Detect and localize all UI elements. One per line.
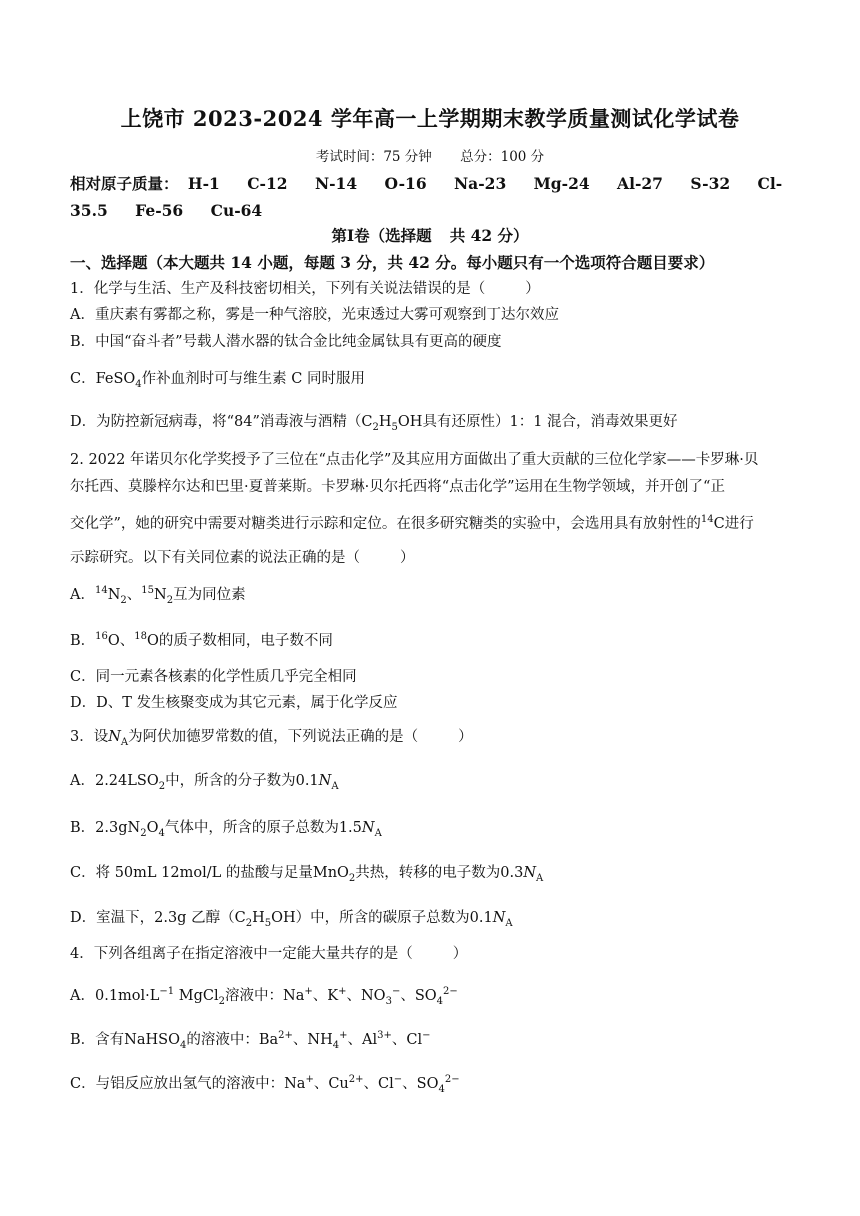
atomic-masses — [70, 170, 795, 224]
q4-b-text: 的溶液中： — [186, 1032, 259, 1048]
q4-stem — [70, 944, 795, 964]
atomic-mass-item: H-1 — [187, 174, 220, 193]
exam-time: 考试时间：75 分钟 — [315, 149, 432, 165]
volume-title: 第Ⅰ卷（选择题 — [331, 226, 432, 245]
atomic-mass-item: Fe-56 — [135, 201, 184, 220]
exam-info — [0, 145, 860, 165]
q2-option-d: D．D、T 发生核聚变成为其它元素，属于化学反应 — [70, 695, 398, 711]
atomic-mass-item: Cl-35.5 — [70, 174, 783, 220]
atomic-mass-item: Na-23 — [454, 174, 507, 193]
q1-option-b: B．中国“奋斗者”号载人潜水器的钛合金比纯金属钛具有更高的硬度 — [70, 334, 502, 350]
exam-score: 总分：100 分 — [460, 149, 545, 165]
question-1-stem — [70, 279, 795, 299]
q2-stem-end: ） — [400, 550, 415, 566]
exam-title: 上饶市 2023-2024 学年高一上学期期末教学质量测试化学试卷 — [120, 106, 740, 131]
atomic-mass-item: Mg-24 — [533, 174, 590, 193]
q4-a-label: A． — [70, 988, 95, 1004]
q3-a-start: A．2.24L — [70, 773, 137, 789]
atomic-mass-item: N-14 — [314, 174, 358, 193]
formula-feso4: FeSO$_4$ — [95, 371, 142, 390]
formula-ethanol: $C_2H_5OH$ — [361, 414, 423, 433]
q2-option-b — [70, 631, 795, 651]
atomic-mass-item: S-32 — [690, 174, 731, 193]
q1-d-text: D．为防控新冠病毒，将“84”消毒液与酒精（ — [70, 414, 362, 430]
q1-c-text: 作补血剂时可与维生素 C 同时服用 — [141, 371, 365, 387]
q2-b-text: 的质子数相同，电子数不同 — [158, 633, 333, 649]
q2-a-text: 互为同位素 — [173, 587, 246, 603]
q3-c-text: 共热，转移的电子数为 — [355, 865, 501, 881]
q3-option-b: B．$2.3gN_2O_4$气体中，所含的原子总数为$1.5N_A$ — [70, 820, 382, 839]
q1-option-a: A．重庆素有雾都之称，雾是一种气溶胶，光束透过大雾可观察到丁达尔效应 — [70, 307, 559, 323]
q1-c-label: C． — [70, 371, 96, 387]
q2-b-label: B． — [70, 633, 96, 649]
q1-option-c — [70, 369, 795, 389]
q3-stem: 3．设$N_A$为阿伏加德罗常数的值，下列说法正确的是（ ） — [70, 729, 473, 748]
q3-c-start: C．将 50mL 12mol/L 的盐酸与足量 — [70, 865, 313, 881]
q3-option-a: A．$2.24LSO_2$中，所含的分子数为$0.1N_A$ — [70, 773, 339, 792]
volume-heading — [0, 224, 860, 246]
q2-option-c: C．同一元素各核素的化学性质几乎完全相同 — [70, 669, 357, 685]
q2-line-1: 2. 2022 年诺贝尔化学奖授予了三位在“点击化学”及其应用方面做出了重大贡献的三位化学家——卡罗琳·贝 — [70, 452, 759, 468]
atomic-mass-item: Cu-64 — [210, 201, 263, 220]
atomic-mass-item: C-12 — [247, 174, 288, 193]
q2-line-3-text: 交化学”，她的研究中需要对糖类进行示踪和定位。在很多研究糖类的实验中，会选用具有放射性的 — [70, 516, 701, 532]
q3-a-text: 中，所含的分子数为 — [165, 773, 296, 789]
q3-stem-start: 3．设 — [70, 729, 109, 745]
q2-option-a — [70, 585, 795, 605]
q2-a-label: A． — [70, 587, 95, 603]
formula-n14-n15: $^{14}N_2$、$^{15}N_2$ — [94, 585, 174, 606]
q3-d-start: D．室温下，2.3g 乙醇（ — [70, 910, 235, 926]
q2-line-3 — [70, 514, 795, 534]
q2-stem-text: 示踪研究。以下有关同位素的说法正确的是（ — [70, 550, 360, 566]
q1-option-d — [70, 412, 795, 432]
q1-stem-end: ） — [525, 281, 540, 297]
q4-a-text: 溶液中： — [225, 988, 284, 1004]
q2-line-4 — [70, 548, 795, 568]
q4-option-b: B．含有NaHSO$_4$的溶液中：$Ba^{2+}$、$NH_4^+$、$Al^{3+}$、Cl− — [70, 1030, 431, 1051]
q4-b-start: B．含有 — [70, 1032, 125, 1048]
q3-stem-text: 为阿伏加德罗常数的值，下列说法正确的是（ — [128, 729, 419, 745]
q3-b-text: 气体中，所含的原子总数为 — [164, 820, 339, 836]
q3-b-start: B．2.3g — [70, 820, 128, 836]
q3-option-d: D．室温下，2.3g 乙醇$(C_2H_5OH)$中，所含的碳原子总数为$0.1N_A$ — [70, 910, 513, 929]
isotope-c14: $^{14}$C — [700, 514, 725, 532]
atomic-mass-label: 相对原子质量： — [70, 174, 179, 193]
q3-d-text: ）中，所含的碳原子总数为 — [295, 910, 470, 926]
formula-o16-o18: $^{16}$O、$^{18}$O — [95, 631, 159, 649]
q4-c-text: C．与铝反应放出氢气的溶液中： — [70, 1076, 285, 1092]
q2-line-2: 尔托西、莫滕梓尔达和巴里·夏普莱斯。卡罗琳·贝尔托西将“点击化学”运用在生物学领域，并开创了“正 — [70, 479, 725, 495]
q1-stem-text: 1．化学与生活、生产及科技密切相关，下列有关说法错误的是（ — [70, 281, 486, 297]
q1-d-text-end: 具有还原性）1：1 混合，消毒效果更好 — [422, 414, 678, 430]
q3-option-c: C．将 50mL 12mol/L 的盐酸与足量MnO$_2$共热，转移的电子数为$0.3N_A$ — [70, 865, 544, 884]
atomic-mass-item: Al-27 — [617, 174, 663, 193]
volume-score: 共 42 分） — [449, 226, 529, 245]
q4-option-a: A．$0.1mol\cdot L^{-1}$ MgCl$_2$溶液中：Na+、K+、$NO_3^-$、$SO_4^{2-}$ — [70, 986, 458, 1007]
q4-option-c: C．与铝反应放出氢气的溶液中：Na+、$Cu^{2+}$、Cl−、$SO_4^{2-}$ — [70, 1074, 460, 1095]
part-heading: 一、选择题（本大题共 14 小题，每题 3 分，共 42 分。每小题只有一个选项符合题目要求） — [70, 253, 715, 272]
q4-stem-end: ） — [452, 946, 468, 962]
atomic-mass-item: O-16 — [384, 174, 427, 193]
q3-stem-end: ） — [458, 729, 473, 745]
q4-stem-text: 4．下列各组离子在指定溶液中一定能大量共存的是（ — [70, 946, 413, 962]
q2-line-3-end: 进行 — [724, 516, 754, 532]
